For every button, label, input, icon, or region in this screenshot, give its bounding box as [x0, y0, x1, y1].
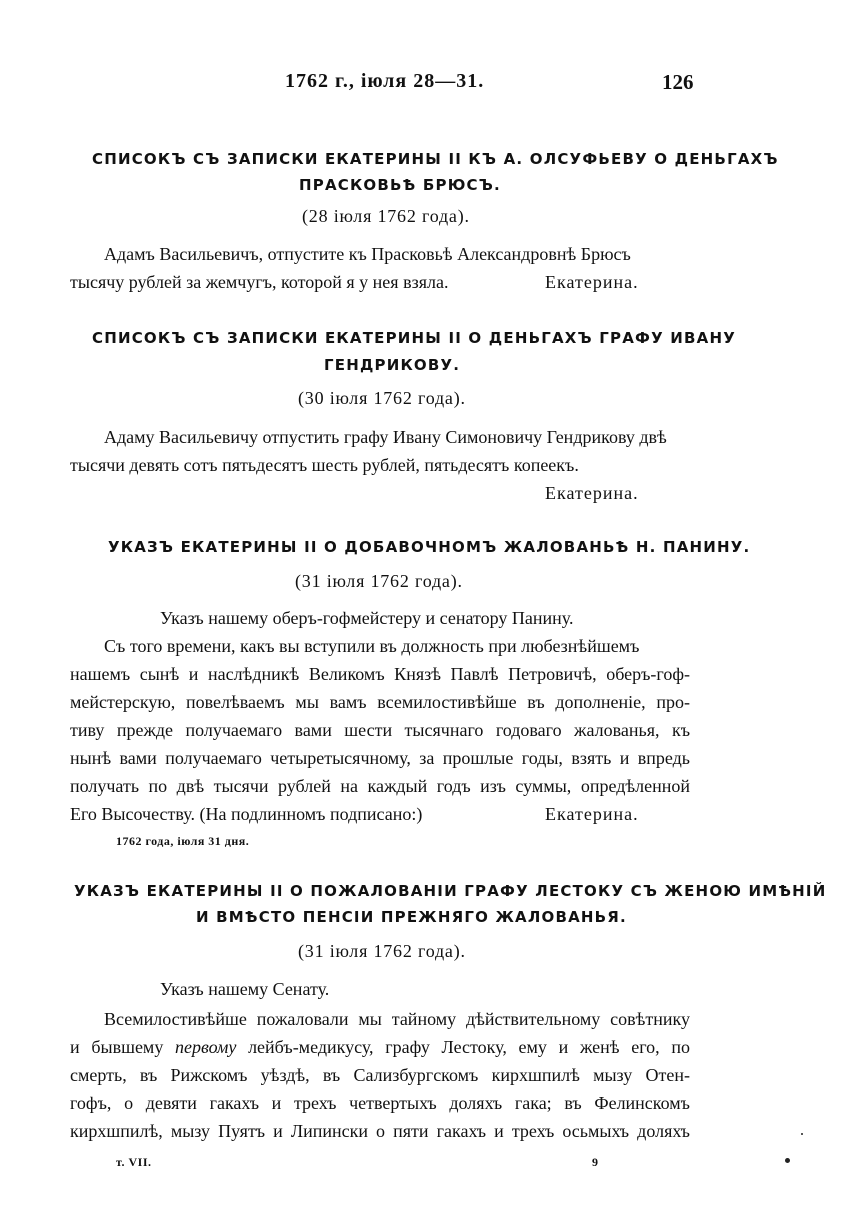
section-3-title: УКАЗЪ ЕКАТЕРИНЫ II О ДОБАВОЧНОМЪ ЖАЛОВАНЬѢ Н. ПАНИНУ. — [108, 538, 751, 556]
section-1-title-line-2: ПРАСКОВЬѢ БРЮСЪ. — [299, 176, 501, 194]
section-2-title-line-2: ГЕНДРИКОВУ. — [324, 356, 461, 374]
italic-emphasis: первому — [175, 1037, 237, 1057]
section-4-text-line-5: кирхшпилѣ, мызу Пуятъ и Липински о пяти гакахъ и трехъ осьмыхъ доляхъ — [70, 1121, 690, 1141]
section-3-text-line-2: нашемъ сынѣ и наслѣдникѣ Великомъ Князѣ Павлѣ Петровичѣ, оберъ-гоф- — [70, 664, 690, 684]
scan-speck — [785, 1158, 790, 1163]
section-4-text-line-1: Всемилостивѣйше пожаловали мы тайному дѣйствительному совѣтнику — [104, 1009, 690, 1029]
running-header: 1762 г., іюля 28—31. — [285, 70, 485, 92]
section-3-footer-date: 1762 года, іюля 31 дня. — [116, 834, 250, 848]
signature-mark: 9 — [592, 1155, 599, 1169]
section-3-text-line-3: мейстерскую, повелѣваемъ мы вамъ всемилостивѣйше въ дополненіе, про- — [70, 692, 690, 712]
section-2-text-line-1: Адаму Васильевичу отпустить графу Ивану Симоновичу Гендрикову двѣ — [104, 427, 667, 447]
section-3-text-line-7: Его Высочеству. (На подлинномъ подписано:) — [70, 804, 423, 824]
section-2-title-line-1: СПИСОКЪ СЪ ЗАПИСКИ ЕКАТЕРИНЫ II О ДЕНЬГАХЪ ГРАФУ ИВАНУ — [92, 329, 736, 347]
section-4-address: Указъ нашему Сенату. — [160, 979, 330, 999]
section-1-text-line-2: тысячу рублей за жемчугъ, которой я у нея взяла. — [70, 272, 449, 292]
section-1-text-line-1: Адамъ Васильевичъ, отпустите къ Прасковьѣ Александровнѣ Брюсъ — [104, 244, 631, 264]
section-3-text-line-4: тиву прежде получаемаго вами шести тысячнаго годоваго жалованья, къ — [70, 720, 690, 740]
section-1-signature: Екатерина. — [545, 272, 639, 292]
section-2-date: (30 іюля 1762 года). — [298, 388, 466, 408]
section-3-date: (31 іюля 1762 года). — [295, 571, 463, 591]
section-1-date: (28 іюля 1762 года). — [302, 206, 470, 226]
scan-speck — [801, 1133, 803, 1135]
page-number: 126 — [662, 70, 694, 94]
section-1-title-line-1: СПИСОКЪ СЪ ЗАПИСКИ ЕКАТЕРИНЫ II КЪ А. ОЛСУФЬЕВУ О ДЕНЬГАХЪ — [92, 150, 779, 168]
section-4-text-line-4: гофъ, о девяти гакахъ и трехъ четвертыхъ доляхъ гака; въ Фелинскомъ — [70, 1093, 690, 1113]
section-2-signature: Екатерина. — [545, 483, 639, 503]
section-4-date: (31 іюля 1762 года). — [298, 941, 466, 961]
section-3-text-line-5: нынѣ вами получаемаго четыретысячному, за прошлые годы, взять и впредь — [70, 748, 690, 768]
volume-label: т. VII. — [116, 1155, 152, 1169]
section-4-title-line-2: И ВМѢСТО ПЕНСІИ ПРЕЖНЯГО ЖАЛОВАНЬЯ. — [196, 908, 627, 926]
section-2-text-line-2: тысячи девять сотъ пятьдесятъ шесть рублей, пятьдесятъ копеекъ. — [70, 455, 579, 475]
section-3-signature: Екатерина. — [545, 804, 639, 824]
section-3-address: Указъ нашему оберъ-гофмейстеру и сенатору Панину. — [160, 608, 574, 628]
section-4-title-line-1: УКАЗЪ ЕКАТЕРИНЫ II О ПОЖАЛОВАНІИ ГРАФУ ЛЕСТОКУ СЪ ЖЕНОЮ ИМѢНІЙ — [74, 882, 827, 900]
section-3-text-line-1: Съ того времени, какъ вы вступили въ должность при любезнѣйшемъ — [104, 636, 640, 656]
section-4-text-line-2: и бывшему первому лейбъ-медикусу, графу Лестоку, ему и женѣ его, по — [70, 1037, 690, 1057]
section-4-text-line-3: смерть, въ Рижскомъ уѣздѣ, въ Сализбургскомъ кирхшпилѣ мызу Отен- — [70, 1065, 690, 1085]
section-3-text-line-6: получать по двѣ тысячи рублей на каждый годъ изъ суммы, опредѣленной — [70, 776, 690, 796]
